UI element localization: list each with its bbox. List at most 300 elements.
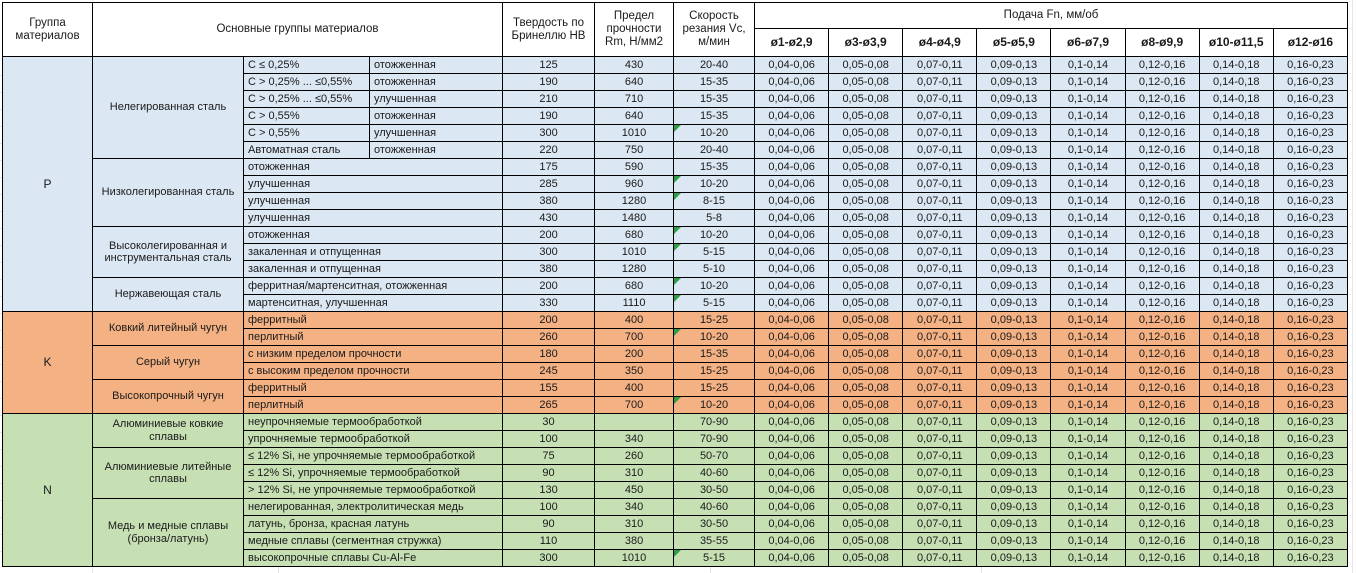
cell-feed-col-1[interactable]: 0,04-0,06 [755,431,829,448]
cell-feed-col-2[interactable]: 0,05-0,08 [829,91,903,108]
cell-feed-col-2[interactable]: 0,05-0,08 [829,142,903,159]
cell-group-code-K[interactable]: K [3,312,93,414]
cell-feed-col-8[interactable]: 0,16-0,23 [1273,465,1347,482]
cell-strength-rm[interactable]: 750 [595,142,674,159]
cell-feed-col-1[interactable]: 0,04-0,06 [755,516,829,533]
cell-group-code-N[interactable]: N [3,414,93,567]
cell-feed-col-7[interactable]: 0,14-0,18 [1199,397,1273,414]
cell-feed-col-6[interactable]: 0,12-0,16 [1125,74,1199,91]
cell-feed-col-3[interactable]: 0,07-0,11 [903,550,977,567]
cell-cutting-speed[interactable]: 5-15 [674,295,755,312]
cell-feed-col-3[interactable]: 0,07-0,11 [903,278,977,295]
cell-cutting-speed[interactable]: 15-35 [674,159,755,176]
cell-feed-col-5[interactable]: 0,1-0,14 [1051,482,1125,499]
cell-cutting-speed[interactable]: 15-35 [674,346,755,363]
cell-strength-rm[interactable]: 1480 [595,210,674,227]
cell-feed-col-7[interactable]: 0,14-0,18 [1199,278,1273,295]
cell-feed-col-6[interactable]: 0,12-0,16 [1125,431,1199,448]
cell-feed-col-3[interactable]: 0,07-0,11 [903,142,977,159]
cell-feed-col-8[interactable]: 0,16-0,23 [1273,244,1347,261]
cell-hardness-hb[interactable]: 300 [503,550,595,567]
cell-material-spec[interactable]: закаленная и отпущенная [244,244,503,261]
cell-feed-col-3[interactable]: 0,07-0,11 [903,108,977,125]
col-header-diameter-range-6[interactable]: ø8-ø9,9 [1125,29,1199,57]
cell-subgroup-name[interactable]: Низколегированная сталь [93,159,244,227]
col-header-feed-title[interactable]: Подача Fn, мм/об [755,3,1348,29]
cell-cutting-speed[interactable]: 20-40 [674,57,755,74]
cell-feed-col-3[interactable]: 0,07-0,11 [903,312,977,329]
cell-hardness-hb[interactable]: 130 [503,482,595,499]
cell-feed-col-2[interactable]: 0,05-0,08 [829,193,903,210]
cell-feed-col-2[interactable]: 0,05-0,08 [829,312,903,329]
cell-feed-col-6[interactable]: 0,12-0,16 [1125,142,1199,159]
col-header-brinell-hardness[interactable]: Твердость по Бринеллю HB [503,3,595,57]
cell-feed-col-8[interactable]: 0,16-0,23 [1273,159,1347,176]
cell-feed-col-3[interactable]: 0,07-0,11 [903,210,977,227]
cell-feed-col-7[interactable]: 0,14-0,18 [1199,414,1273,431]
cell-feed-col-4[interactable]: 0,09-0,13 [977,397,1051,414]
cell-feed-col-5[interactable]: 0,1-0,14 [1051,329,1125,346]
cell-cutting-speed[interactable]: 10-20 [674,227,755,244]
cell-strength-rm[interactable] [595,414,674,431]
cell-cutting-speed[interactable]: 8-15 [674,193,755,210]
cell-feed-col-5[interactable]: 0,1-0,14 [1051,108,1125,125]
cell-feed-col-1[interactable]: 0,04-0,06 [755,380,829,397]
cell-strength-rm[interactable]: 700 [595,397,674,414]
cell-hardness-hb[interactable]: 190 [503,108,595,125]
cell-feed-col-7[interactable]: 0,14-0,18 [1199,57,1273,74]
cell-feed-col-1[interactable]: 0,04-0,06 [755,363,829,380]
cell-feed-col-4[interactable]: 0,09-0,13 [977,261,1051,278]
cell-feed-col-7[interactable]: 0,14-0,18 [1199,227,1273,244]
cell-cutting-speed[interactable]: 40-60 [674,465,755,482]
cell-feed-col-7[interactable]: 0,14-0,18 [1199,193,1273,210]
cell-strength-rm[interactable]: 450 [595,482,674,499]
cell-feed-col-7[interactable]: 0,14-0,18 [1199,363,1273,380]
cell-feed-col-5[interactable]: 0,1-0,14 [1051,499,1125,516]
cell-feed-col-8[interactable]: 0,16-0,23 [1273,278,1347,295]
cell-feed-col-6[interactable]: 0,12-0,16 [1125,414,1199,431]
col-header-diameter-range-2[interactable]: ø3-ø3,9 [829,29,903,57]
col-header-diameter-range-1[interactable]: ø1-ø2,9 [755,29,829,57]
cell-feed-col-4[interactable]: 0,09-0,13 [977,125,1051,142]
cell-feed-col-6[interactable]: 0,12-0,16 [1125,193,1199,210]
cell-feed-col-1[interactable]: 0,04-0,06 [755,108,829,125]
cell-feed-col-1[interactable]: 0,04-0,06 [755,159,829,176]
cell-feed-col-2[interactable]: 0,05-0,08 [829,329,903,346]
cell-feed-col-1[interactable]: 0,04-0,06 [755,193,829,210]
cell-feed-col-5[interactable]: 0,1-0,14 [1051,142,1125,159]
cell-feed-col-4[interactable]: 0,09-0,13 [977,210,1051,227]
cell-feed-col-6[interactable]: 0,12-0,16 [1125,482,1199,499]
cell-material-spec[interactable]: перлитный [244,329,503,346]
cell-feed-col-4[interactable]: 0,09-0,13 [977,482,1051,499]
cell-subgroup-name[interactable]: Алюминиевые ковкие сплавы [93,414,244,448]
col-header-material-group[interactable]: Группа материалов [3,3,93,57]
cell-feed-col-2[interactable]: 0,05-0,08 [829,380,903,397]
cell-hardness-hb[interactable]: 155 [503,380,595,397]
cell-feed-col-2[interactable]: 0,05-0,08 [829,533,903,550]
cell-feed-col-8[interactable]: 0,16-0,23 [1273,431,1347,448]
cell-feed-col-4[interactable]: 0,09-0,13 [977,312,1051,329]
cell-feed-col-1[interactable]: 0,04-0,06 [755,278,829,295]
cell-feed-col-7[interactable]: 0,14-0,18 [1199,380,1273,397]
cell-feed-col-4[interactable]: 0,09-0,13 [977,108,1051,125]
cell-hardness-hb[interactable]: 190 [503,74,595,91]
cell-feed-col-6[interactable]: 0,12-0,16 [1125,329,1199,346]
cell-strength-rm[interactable]: 1010 [595,550,674,567]
cell-feed-col-2[interactable]: 0,05-0,08 [829,278,903,295]
cell-feed-col-3[interactable]: 0,07-0,11 [903,448,977,465]
cell-feed-col-6[interactable]: 0,12-0,16 [1125,261,1199,278]
cell-feed-col-8[interactable]: 0,16-0,23 [1273,380,1347,397]
cell-feed-col-1[interactable]: 0,04-0,06 [755,125,829,142]
cell-feed-col-5[interactable]: 0,1-0,14 [1051,516,1125,533]
col-header-diameter-range-4[interactable]: ø5-ø5,9 [977,29,1051,57]
cell-feed-col-3[interactable]: 0,07-0,11 [903,176,977,193]
cell-hardness-hb[interactable]: 260 [503,329,595,346]
cell-feed-col-3[interactable]: 0,07-0,11 [903,380,977,397]
cell-hardness-hb[interactable]: 245 [503,363,595,380]
cell-hardness-hb[interactable]: 380 [503,193,595,210]
cell-feed-col-5[interactable]: 0,1-0,14 [1051,227,1125,244]
cell-strength-rm[interactable]: 310 [595,465,674,482]
cell-strength-rm[interactable]: 640 [595,108,674,125]
cell-feed-col-5[interactable]: 0,1-0,14 [1051,210,1125,227]
cell-feed-col-4[interactable]: 0,09-0,13 [977,142,1051,159]
cell-feed-col-1[interactable]: 0,04-0,06 [755,414,829,431]
cell-feed-col-5[interactable]: 0,1-0,14 [1051,278,1125,295]
cell-feed-col-2[interactable]: 0,05-0,08 [829,108,903,125]
cell-feed-col-1[interactable]: 0,04-0,06 [755,465,829,482]
cell-strength-rm[interactable]: 380 [595,533,674,550]
cell-hardness-hb[interactable]: 90 [503,465,595,482]
cell-strength-rm[interactable]: 680 [595,278,674,295]
cell-feed-col-1[interactable]: 0,04-0,06 [755,57,829,74]
cell-strength-rm[interactable]: 700 [595,329,674,346]
cell-hardness-hb[interactable]: 430 [503,210,595,227]
cell-hardness-hb[interactable]: 200 [503,278,595,295]
cell-feed-col-2[interactable]: 0,05-0,08 [829,516,903,533]
cell-feed-col-7[interactable]: 0,14-0,18 [1199,108,1273,125]
cell-feed-col-2[interactable]: 0,05-0,08 [829,431,903,448]
cell-feed-col-6[interactable]: 0,12-0,16 [1125,397,1199,414]
cell-feed-col-6[interactable]: 0,12-0,16 [1125,312,1199,329]
cell-feed-col-6[interactable]: 0,12-0,16 [1125,550,1199,567]
cell-feed-col-6[interactable]: 0,12-0,16 [1125,363,1199,380]
cell-feed-col-7[interactable]: 0,14-0,18 [1199,159,1273,176]
cell-cutting-speed[interactable]: 20-40 [674,142,755,159]
cell-feed-col-2[interactable]: 0,05-0,08 [829,176,903,193]
cell-feed-col-5[interactable]: 0,1-0,14 [1051,346,1125,363]
cell-feed-col-3[interactable]: 0,07-0,11 [903,499,977,516]
cell-feed-col-4[interactable]: 0,09-0,13 [977,533,1051,550]
cell-cutting-speed[interactable]: 30-50 [674,516,755,533]
cell-feed-col-4[interactable]: 0,09-0,13 [977,295,1051,312]
cell-material-spec[interactable]: улучшенная [244,210,503,227]
cell-feed-col-7[interactable]: 0,14-0,18 [1199,550,1273,567]
cell-hardness-hb[interactable]: 265 [503,397,595,414]
cell-feed-col-6[interactable]: 0,12-0,16 [1125,295,1199,312]
cell-feed-col-6[interactable]: 0,12-0,16 [1125,57,1199,74]
cell-feed-col-8[interactable]: 0,16-0,23 [1273,176,1347,193]
cell-feed-col-2[interactable]: 0,05-0,08 [829,125,903,142]
cell-feed-col-7[interactable]: 0,14-0,18 [1199,176,1273,193]
cell-hardness-hb[interactable]: 110 [503,533,595,550]
cell-feed-col-3[interactable]: 0,07-0,11 [903,397,977,414]
cell-hardness-hb[interactable]: 180 [503,346,595,363]
cell-feed-col-2[interactable]: 0,05-0,08 [829,499,903,516]
cell-feed-col-2[interactable]: 0,05-0,08 [829,465,903,482]
cell-feed-col-3[interactable]: 0,07-0,11 [903,465,977,482]
cell-feed-col-7[interactable]: 0,14-0,18 [1199,91,1273,108]
cell-feed-col-6[interactable]: 0,12-0,16 [1125,91,1199,108]
cell-material-state[interactable]: отожженная [370,74,503,91]
cell-feed-col-7[interactable]: 0,14-0,18 [1199,346,1273,363]
cell-feed-col-1[interactable]: 0,04-0,06 [755,329,829,346]
cell-material-spec[interactable]: C > 0,55% [244,108,370,125]
cell-feed-col-2[interactable]: 0,05-0,08 [829,261,903,278]
cell-feed-col-6[interactable]: 0,12-0,16 [1125,227,1199,244]
cell-feed-col-6[interactable]: 0,12-0,16 [1125,159,1199,176]
cell-material-spec[interactable]: C ≤ 0,25% [244,57,370,74]
cell-strength-rm[interactable]: 350 [595,363,674,380]
cell-feed-col-8[interactable]: 0,16-0,23 [1273,108,1347,125]
cell-strength-rm[interactable]: 430 [595,57,674,74]
cell-feed-col-1[interactable]: 0,04-0,06 [755,346,829,363]
cell-feed-col-3[interactable]: 0,07-0,11 [903,193,977,210]
cell-feed-col-5[interactable]: 0,1-0,14 [1051,244,1125,261]
cell-feed-col-7[interactable]: 0,14-0,18 [1199,125,1273,142]
cell-strength-rm[interactable]: 200 [595,346,674,363]
col-header-cutting-speed[interactable]: Скорость резания Vc, м/мин [674,3,755,57]
cell-feed-col-8[interactable]: 0,16-0,23 [1273,227,1347,244]
cell-strength-rm[interactable]: 590 [595,159,674,176]
cell-feed-col-4[interactable]: 0,09-0,13 [977,465,1051,482]
cell-feed-col-5[interactable]: 0,1-0,14 [1051,380,1125,397]
cell-subgroup-name[interactable]: Алюминиевые литейные сплавы [93,448,244,499]
cell-material-state[interactable]: отожженная [370,57,503,74]
cell-feed-col-6[interactable]: 0,12-0,16 [1125,380,1199,397]
cell-feed-col-2[interactable]: 0,05-0,08 [829,244,903,261]
cell-feed-col-1[interactable]: 0,04-0,06 [755,244,829,261]
cell-feed-col-8[interactable]: 0,16-0,23 [1273,261,1347,278]
cell-feed-col-2[interactable]: 0,05-0,08 [829,295,903,312]
cell-hardness-hb[interactable]: 75 [503,448,595,465]
cell-strength-rm[interactable]: 310 [595,516,674,533]
cell-feed-col-5[interactable]: 0,1-0,14 [1051,363,1125,380]
cell-feed-col-4[interactable]: 0,09-0,13 [977,516,1051,533]
cell-feed-col-8[interactable]: 0,16-0,23 [1273,74,1347,91]
cell-feed-col-8[interactable]: 0,16-0,23 [1273,414,1347,431]
cell-material-spec[interactable]: ≤ 12% Si, не упрочняемые термообработкой [244,448,503,465]
cell-feed-col-1[interactable]: 0,04-0,06 [755,210,829,227]
cell-feed-col-5[interactable]: 0,1-0,14 [1051,193,1125,210]
cell-material-state[interactable]: отожженная [370,142,503,159]
cell-feed-col-8[interactable]: 0,16-0,23 [1273,550,1347,567]
cell-feed-col-1[interactable]: 0,04-0,06 [755,295,829,312]
cell-feed-col-3[interactable]: 0,07-0,11 [903,516,977,533]
cell-strength-rm[interactable]: 400 [595,312,674,329]
cell-cutting-speed[interactable]: 15-35 [674,91,755,108]
cell-hardness-hb[interactable]: 125 [503,57,595,74]
cell-subgroup-name[interactable]: Медь и медные сплавы (бронза/латунь) [93,499,244,567]
cell-feed-col-8[interactable]: 0,16-0,23 [1273,57,1347,74]
cell-feed-col-2[interactable]: 0,05-0,08 [829,210,903,227]
cell-hardness-hb[interactable]: 200 [503,312,595,329]
cell-material-state[interactable]: отожженная [370,108,503,125]
col-header-tensile-strength[interactable]: Предел прочности Rm, Н/мм2 [595,3,674,57]
cell-material-spec[interactable]: C > 0,25% ... ≤0,55% [244,74,370,91]
cell-cutting-speed[interactable]: 30-50 [674,482,755,499]
cell-feed-col-2[interactable]: 0,05-0,08 [829,448,903,465]
cell-feed-col-6[interactable]: 0,12-0,16 [1125,448,1199,465]
cell-feed-col-5[interactable]: 0,1-0,14 [1051,465,1125,482]
cell-feed-col-4[interactable]: 0,09-0,13 [977,91,1051,108]
cell-feed-col-4[interactable]: 0,09-0,13 [977,499,1051,516]
cell-feed-col-4[interactable]: 0,09-0,13 [977,57,1051,74]
cell-feed-col-8[interactable]: 0,16-0,23 [1273,346,1347,363]
cell-feed-col-4[interactable]: 0,09-0,13 [977,176,1051,193]
cell-material-state[interactable]: улучшенная [370,125,503,142]
cell-feed-col-8[interactable]: 0,16-0,23 [1273,499,1347,516]
cell-cutting-speed[interactable]: 70-90 [674,414,755,431]
cell-feed-col-8[interactable]: 0,16-0,23 [1273,363,1347,380]
cell-feed-col-3[interactable]: 0,07-0,11 [903,74,977,91]
cell-feed-col-7[interactable]: 0,14-0,18 [1199,244,1273,261]
cell-strength-rm[interactable]: 340 [595,431,674,448]
cell-feed-col-3[interactable]: 0,07-0,11 [903,261,977,278]
cell-feed-col-7[interactable]: 0,14-0,18 [1199,482,1273,499]
cell-feed-col-7[interactable]: 0,14-0,18 [1199,516,1273,533]
cell-material-spec[interactable]: > 12% Si, не упрочняемые термообработкой [244,482,503,499]
cell-strength-rm[interactable]: 260 [595,448,674,465]
cell-hardness-hb[interactable]: 300 [503,125,595,142]
cell-feed-col-1[interactable]: 0,04-0,06 [755,312,829,329]
col-header-diameter-range-3[interactable]: ø4-ø4,9 [903,29,977,57]
cell-material-spec[interactable]: улучшенная [244,193,503,210]
cell-feed-col-3[interactable]: 0,07-0,11 [903,533,977,550]
cell-subgroup-name[interactable]: Нелегированная сталь [93,57,244,159]
cell-feed-col-6[interactable]: 0,12-0,16 [1125,533,1199,550]
cell-feed-col-2[interactable]: 0,05-0,08 [829,57,903,74]
cell-feed-col-3[interactable]: 0,07-0,11 [903,295,977,312]
cell-cutting-speed[interactable]: 5-15 [674,244,755,261]
cell-feed-col-2[interactable]: 0,05-0,08 [829,346,903,363]
col-header-diameter-range-5[interactable]: ø6-ø7,9 [1051,29,1125,57]
cell-hardness-hb[interactable]: 220 [503,142,595,159]
cell-cutting-speed[interactable]: 15-35 [674,108,755,125]
cell-feed-col-5[interactable]: 0,1-0,14 [1051,414,1125,431]
cell-feed-col-8[interactable]: 0,16-0,23 [1273,125,1347,142]
cell-hardness-hb[interactable]: 100 [503,499,595,516]
cell-cutting-speed[interactable]: 10-20 [674,176,755,193]
cell-strength-rm[interactable]: 1010 [595,125,674,142]
cell-feed-col-1[interactable]: 0,04-0,06 [755,261,829,278]
cell-feed-col-6[interactable]: 0,12-0,16 [1125,210,1199,227]
cell-feed-col-7[interactable]: 0,14-0,18 [1199,210,1273,227]
cell-cutting-speed[interactable]: 35-55 [674,533,755,550]
cell-feed-col-4[interactable]: 0,09-0,13 [977,448,1051,465]
cell-feed-col-4[interactable]: 0,09-0,13 [977,74,1051,91]
cell-feed-col-5[interactable]: 0,1-0,14 [1051,159,1125,176]
cell-subgroup-name[interactable]: Серый чугун [93,346,244,380]
cell-cutting-speed[interactable]: 10-20 [674,278,755,295]
cell-feed-col-2[interactable]: 0,05-0,08 [829,397,903,414]
cell-feed-col-5[interactable]: 0,1-0,14 [1051,125,1125,142]
cell-feed-col-5[interactable]: 0,1-0,14 [1051,550,1125,567]
cell-feed-col-3[interactable]: 0,07-0,11 [903,482,977,499]
cell-feed-col-5[interactable]: 0,1-0,14 [1051,312,1125,329]
cell-strength-rm[interactable]: 640 [595,74,674,91]
cell-strength-rm[interactable]: 1280 [595,193,674,210]
cell-material-spec[interactable]: отожженная [244,159,503,176]
cell-feed-col-5[interactable]: 0,1-0,14 [1051,74,1125,91]
cell-feed-col-7[interactable]: 0,14-0,18 [1199,329,1273,346]
cell-material-spec[interactable]: нелегированная, электролитическая медь [244,499,503,516]
cell-strength-rm[interactable]: 400 [595,380,674,397]
cell-subgroup-name[interactable]: Ковкий литейный чугун [93,312,244,346]
cell-feed-col-3[interactable]: 0,07-0,11 [903,125,977,142]
cell-feed-col-7[interactable]: 0,14-0,18 [1199,431,1273,448]
cell-material-spec[interactable]: ≤ 12% Si, упрочняемые термообработкой [244,465,503,482]
cell-feed-col-8[interactable]: 0,16-0,23 [1273,516,1347,533]
cell-feed-col-3[interactable]: 0,07-0,11 [903,91,977,108]
cell-feed-col-3[interactable]: 0,07-0,11 [903,159,977,176]
cell-cutting-speed[interactable]: 5-8 [674,210,755,227]
cell-cutting-speed[interactable]: 10-20 [674,125,755,142]
cell-feed-col-2[interactable]: 0,05-0,08 [829,414,903,431]
cell-feed-col-3[interactable]: 0,07-0,11 [903,431,977,448]
col-header-main-material-groups[interactable]: Основные группы материалов [93,3,503,57]
cell-cutting-speed[interactable]: 15-35 [674,74,755,91]
cell-feed-col-6[interactable]: 0,12-0,16 [1125,125,1199,142]
cell-feed-col-3[interactable]: 0,07-0,11 [903,346,977,363]
cell-feed-col-7[interactable]: 0,14-0,18 [1199,533,1273,550]
cell-feed-col-4[interactable]: 0,09-0,13 [977,193,1051,210]
cell-feed-col-2[interactable]: 0,05-0,08 [829,550,903,567]
cell-hardness-hb[interactable]: 30 [503,414,595,431]
cell-material-spec[interactable]: отожженная [244,227,503,244]
cell-feed-col-7[interactable]: 0,14-0,18 [1199,448,1273,465]
cell-material-spec[interactable]: латунь, бронза, красная латунь [244,516,503,533]
cell-feed-col-5[interactable]: 0,1-0,14 [1051,91,1125,108]
cell-material-spec[interactable]: закаленная и отпущенная [244,261,503,278]
cell-cutting-speed[interactable]: 15-25 [674,363,755,380]
cell-material-spec[interactable]: C > 0,55% [244,125,370,142]
col-header-diameter-range-8[interactable]: ø12-ø16 [1273,29,1347,57]
cell-cutting-speed[interactable]: 40-60 [674,499,755,516]
cell-material-spec[interactable]: ферритная/мартенситная, отожженная [244,278,503,295]
cell-hardness-hb[interactable]: 90 [503,516,595,533]
cell-feed-col-8[interactable]: 0,16-0,23 [1273,295,1347,312]
cell-strength-rm[interactable]: 1110 [595,295,674,312]
col-header-diameter-range-7[interactable]: ø10-ø11,5 [1199,29,1273,57]
cell-material-spec[interactable]: неупрочняемые термообработкой [244,414,503,431]
cell-material-spec[interactable]: мартенситная, улучшенная [244,295,503,312]
cell-feed-col-7[interactable]: 0,14-0,18 [1199,74,1273,91]
cell-feed-col-1[interactable]: 0,04-0,06 [755,176,829,193]
cell-group-code-P[interactable]: P [3,57,93,312]
cell-feed-col-4[interactable]: 0,09-0,13 [977,244,1051,261]
cell-feed-col-1[interactable]: 0,04-0,06 [755,397,829,414]
cell-material-state[interactable]: улучшенная [370,91,503,108]
cell-feed-col-5[interactable]: 0,1-0,14 [1051,397,1125,414]
cell-hardness-hb[interactable]: 300 [503,244,595,261]
cell-material-spec[interactable]: высокопрочные сплавы Cu-Al-Fe [244,550,503,567]
cell-feed-col-4[interactable]: 0,09-0,13 [977,550,1051,567]
cell-material-spec[interactable]: медные сплавы (сегментная стружка) [244,533,503,550]
